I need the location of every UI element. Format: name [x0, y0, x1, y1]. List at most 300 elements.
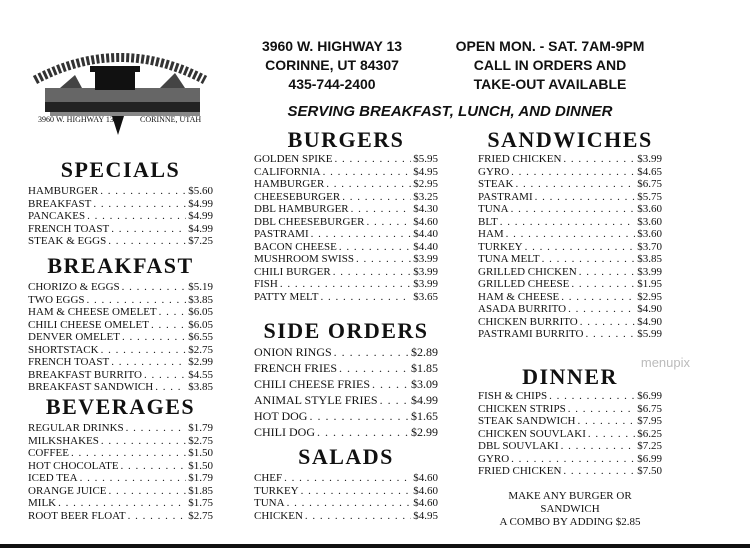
menu-item-name: STEAK SANDWICH — [478, 415, 576, 427]
menu-item-price: $1.75 — [188, 497, 213, 509]
menu-item — [254, 291, 438, 304]
leader-dots — [334, 344, 409, 360]
menu-item-price: $3.09 — [411, 377, 438, 391]
menu-item-price: $3.99 — [413, 265, 438, 278]
combo-note — [478, 490, 662, 529]
leader-dots — [335, 153, 412, 166]
menu-item-price: $2.95 — [637, 290, 662, 303]
menu-item-name: HAM & CHEESE OMELET — [28, 306, 157, 318]
leader-dots — [311, 228, 412, 241]
menu-item-name: TUNA — [478, 203, 509, 215]
menu-item-price: $4.99 — [411, 393, 438, 407]
menu-item-price: $1.79 — [188, 422, 213, 434]
menu-item-price: $3.70 — [637, 240, 662, 253]
menu-item-name: HOT DOG — [254, 409, 308, 423]
menu-item-name: CHILI BURGER — [254, 265, 331, 278]
salads-title: SALADS — [298, 444, 394, 469]
logo-city-text: CORINNE, UTAH — [140, 115, 202, 124]
leader-dots — [561, 440, 636, 453]
menu-item — [478, 303, 662, 316]
menu-item-name: DENVER OMELET — [28, 331, 120, 343]
menu-item-name: HAMBURGER — [254, 178, 325, 190]
leader-dots — [80, 472, 187, 485]
menu-item-name: CHEESEBURGER — [254, 190, 341, 203]
menu-item-price: $3.60 — [637, 203, 662, 215]
menu-item-name: FRENCH TOAST — [28, 222, 110, 235]
menu-item — [254, 241, 438, 254]
menu-item-price: $2.75 — [188, 434, 213, 447]
leader-dots — [287, 497, 412, 510]
tagline: SERVING BREAKFAST, LUNCH, AND DINNER — [287, 103, 613, 120]
menu-item — [478, 390, 662, 403]
menu-item-price: $6.75 — [637, 178, 662, 190]
leader-dots — [333, 266, 412, 279]
menu-item — [28, 460, 213, 473]
menu-item-price: $4.60 — [413, 484, 438, 497]
menu-item-name: CHICKEN BURRITO — [478, 315, 578, 328]
beverages-list — [28, 422, 213, 522]
breakfast-list — [28, 281, 213, 394]
leader-dots — [525, 241, 636, 254]
menu-item — [28, 185, 213, 198]
menu-item-name: STEAK & EGGS — [28, 235, 107, 247]
leader-dots — [342, 191, 411, 204]
watermark-text: menupix — [640, 355, 690, 370]
leader-dots — [317, 424, 409, 440]
menu-item-name: DBL SOUVLAKI — [478, 440, 559, 452]
leader-dots — [568, 303, 635, 316]
menu-item — [478, 191, 662, 204]
menu-item — [478, 178, 662, 191]
leader-dots — [580, 316, 636, 329]
restaurant-logo — [20, 40, 220, 135]
menu-item-name: BREAKFAST BURRITO — [28, 368, 142, 381]
beverages-title: BEVERAGES — [45, 394, 196, 419]
leader-dots — [511, 203, 636, 216]
specials-section — [28, 157, 213, 248]
menu-item-name: ORANGE JUICE — [28, 484, 107, 497]
menu-item-name: MILK — [28, 497, 57, 509]
menu-item-price: $4.55 — [188, 368, 213, 381]
menu-item-price: $6.25 — [637, 427, 662, 440]
menu-item-name: COFFEE — [28, 447, 69, 459]
menu-item-name: CHICKEN SOUVLAKI — [478, 427, 586, 440]
menu-item — [478, 253, 662, 266]
menu-item-price: $4.30 — [413, 203, 438, 215]
leader-dots — [339, 360, 409, 376]
menu-item-name: HAM & CHEESE — [478, 290, 560, 303]
salads-list — [254, 472, 438, 522]
menu-item — [478, 316, 662, 329]
side-orders-title: SIDE ORDERS — [263, 318, 429, 343]
leader-dots — [155, 381, 186, 394]
menu-item-name: GYRO — [478, 452, 510, 465]
menu-item — [478, 241, 662, 254]
menu-item-name: BLT — [478, 215, 498, 228]
menu-item-price: $7.95 — [637, 415, 662, 427]
menu-item — [28, 422, 213, 435]
sandwiches-list — [478, 153, 662, 341]
leader-dots — [101, 435, 186, 448]
menu-item-price: $5.60 — [188, 185, 213, 197]
menu-item-name: CHILI CHEESE OMELET — [28, 318, 149, 331]
leader-dots — [579, 266, 636, 279]
menu-item — [478, 203, 662, 216]
menu-item — [254, 472, 438, 485]
menu-item-name: PASTRAMI BURRITO — [478, 328, 584, 340]
burgers-title: BURGERS — [287, 127, 405, 152]
menu-item — [254, 510, 438, 523]
leader-dots — [577, 415, 635, 428]
menu-item — [254, 360, 438, 376]
hours-text: OPEN MON. - SAT. 7AM-9PM — [455, 38, 645, 54]
menu-item — [478, 415, 662, 428]
leader-dots — [87, 294, 187, 307]
burgers-list — [254, 153, 438, 303]
menu-item-name: CHILI CHEESE FRIES — [254, 377, 371, 391]
menu-item-price: $4.60 — [413, 497, 438, 509]
menu-item — [254, 203, 438, 216]
menu-item — [478, 440, 662, 453]
leader-dots — [588, 428, 635, 441]
menu-item — [478, 291, 662, 304]
breakfast-title: BREAKFAST — [47, 253, 194, 278]
menu-item — [28, 485, 213, 498]
leader-dots — [144, 369, 186, 382]
leader-dots — [323, 166, 412, 179]
address-line-1: 3960 W. HIGHWAY 13 — [261, 38, 403, 54]
menu-item-name: MUSHROOM SWISS — [254, 253, 354, 265]
combo-note-line-1: MAKE ANY BURGER OR SANDWICH — [508, 489, 632, 515]
menu-item-name: TUNA MELT — [478, 253, 540, 265]
menu-item-price: $4.65 — [637, 165, 662, 178]
menu-item-price: $6.99 — [637, 452, 662, 465]
menu-item-price: $3.99 — [637, 153, 662, 165]
burgers-section — [254, 127, 438, 303]
address-line-2: CORINNE, UT 84307 — [265, 57, 399, 73]
menu-item — [28, 472, 213, 485]
menu-item-name: FISH & CHIPS — [478, 390, 548, 402]
menu-item-name: GOLDEN SPIKE — [254, 153, 333, 165]
menu-item-price: $3.25 — [413, 190, 438, 203]
leader-dots — [108, 235, 186, 248]
menu-item-name: FRENCH TOAST — [28, 356, 110, 368]
leader-dots — [100, 185, 186, 198]
menu-item — [254, 253, 438, 266]
menu-item-price: $4.95 — [413, 165, 438, 178]
menu-item-name: HAM — [478, 228, 504, 240]
menu-item-price: $4.60 — [413, 472, 438, 484]
specials-list — [28, 185, 213, 248]
menu-item — [28, 294, 213, 307]
sandwiches-section — [478, 127, 662, 341]
menu-item — [478, 403, 662, 416]
menu-item-name: FRENCH FRIES — [254, 361, 338, 375]
leader-dots — [111, 356, 186, 369]
menu-item-price: $4.90 — [637, 315, 662, 328]
specials-title: SPECIALS — [60, 157, 181, 182]
menu-item-name: ANIMAL STYLE FRIES — [254, 393, 378, 407]
leader-dots — [367, 216, 412, 229]
menu-item — [28, 331, 213, 344]
menu-item-price: $7.25 — [188, 235, 213, 247]
leader-dots — [372, 376, 409, 392]
menu-item-name: FRIED CHICKEN — [478, 153, 562, 165]
leader-dots — [128, 510, 187, 523]
menu-item-price: $4.99 — [188, 197, 213, 210]
leader-dots — [122, 281, 187, 294]
menu-item-price: $5.95 — [413, 153, 438, 165]
leader-dots — [109, 485, 187, 498]
menu-item-price: $4.90 — [637, 303, 662, 315]
menu-item-price: $1.65 — [411, 409, 438, 423]
menu-item — [478, 266, 662, 279]
leader-dots — [515, 178, 635, 191]
dinner-list — [478, 390, 662, 478]
leader-dots — [93, 198, 186, 211]
menu-item-price: $3.60 — [637, 215, 662, 228]
leader-dots — [151, 319, 186, 332]
menu-item-price: $2.95 — [413, 178, 438, 190]
menu-item-price: $6.75 — [637, 402, 662, 415]
combo-note-line-2: A COMBO BY ADDING $2.85 — [499, 515, 641, 528]
menu-item-name: STEAK — [478, 178, 514, 190]
leader-dots — [356, 253, 411, 266]
menu-item-name: TURKEY — [478, 240, 523, 253]
menu-item-price: $3.85 — [637, 253, 662, 265]
menu-item — [478, 278, 662, 291]
menu-item — [28, 497, 213, 510]
dinner-section — [478, 364, 662, 529]
dinner-title: DINNER — [522, 364, 618, 389]
menu-item — [478, 216, 662, 229]
menu-item-price: $4.95 — [413, 509, 438, 522]
menu-item-price: $6.55 — [188, 331, 213, 343]
leader-dots — [339, 241, 411, 254]
menu-item-price: $1.79 — [188, 472, 213, 484]
menu-item-price: $4.60 — [413, 215, 438, 228]
leader-dots — [87, 210, 186, 223]
leader-dots — [500, 216, 635, 229]
menu-item — [254, 485, 438, 498]
menu-item-name: GRILLED CHICKEN — [478, 265, 577, 278]
menu-item — [28, 510, 213, 523]
menu-item-price: $7.50 — [637, 465, 662, 477]
side-orders-section — [254, 318, 438, 440]
leader-dots — [58, 497, 186, 510]
menu-item-price: $5.99 — [637, 328, 662, 340]
menu-item-name: FISH — [254, 278, 278, 290]
menu-item — [478, 465, 662, 478]
leader-dots — [511, 453, 635, 466]
menu-item-name: ICED TEA — [28, 472, 78, 484]
beverages-section — [28, 394, 213, 522]
menu-item-name: TWO EGGS — [28, 293, 85, 306]
menu-item-price: $3.65 — [413, 290, 438, 303]
menu-item — [254, 376, 438, 392]
menu-item-name: CHICKEN STRIPS — [478, 402, 566, 415]
menu-item-name: ONION RINGS — [254, 345, 332, 359]
header-hours-block — [445, 37, 655, 94]
menu-item — [254, 178, 438, 191]
menu-item-price: $1.50 — [188, 459, 213, 472]
leader-dots — [511, 166, 635, 179]
menu-item — [28, 447, 213, 460]
leader-dots — [326, 178, 411, 191]
menu-item-name: PANCAKES — [28, 210, 86, 222]
salads-section — [254, 444, 438, 522]
menu-item-price: $4.40 — [413, 228, 438, 240]
menu-item-name: CHILI DOG — [254, 425, 315, 439]
menu-item-name: BREAKFAST — [28, 197, 92, 210]
side-orders-list — [254, 344, 438, 440]
menu-item-price: $4.99 — [188, 222, 213, 235]
menu-item-price: $3.99 — [413, 278, 438, 290]
menu-item-price: $3.85 — [188, 381, 213, 393]
leader-dots — [585, 328, 635, 341]
menu-item-name: CHORIZO & EGGS — [28, 281, 120, 293]
leader-dots — [71, 447, 186, 460]
menu-item — [478, 228, 662, 241]
leader-dots — [535, 191, 636, 204]
menu-item-name: DBL CHEESEBURGER — [254, 215, 365, 228]
leader-dots — [111, 223, 186, 236]
leader-dots — [101, 344, 187, 357]
leader-dots — [321, 291, 412, 304]
menu-item — [478, 166, 662, 179]
menu-item-price: $6.05 — [188, 306, 213, 318]
menu-item — [254, 228, 438, 241]
menu-item-price: $3.60 — [637, 228, 662, 240]
menu-item — [28, 381, 213, 394]
leader-dots — [563, 465, 635, 478]
menu-item-name: BACON CHEESE — [254, 240, 337, 253]
leader-dots — [506, 228, 636, 241]
menu-item — [254, 153, 438, 166]
menu-item-name: PATTY MELT — [254, 290, 319, 303]
phone-number: 435-744-2400 — [288, 76, 376, 92]
leader-dots — [159, 306, 187, 319]
menu-item-price: $3.99 — [637, 265, 662, 278]
callin-line-1: CALL IN ORDERS AND — [473, 57, 627, 73]
menu-item-price: $1.85 — [411, 361, 438, 375]
menu-item — [28, 369, 213, 382]
menu-item-price: $3.85 — [188, 293, 213, 306]
menu-item — [28, 210, 213, 223]
header-address-block — [238, 37, 426, 94]
menu-item — [254, 424, 438, 440]
menu-item-name: HOT CHOCOLATE — [28, 459, 119, 472]
sandwiches-title: SANDWICHES — [487, 127, 653, 152]
leader-dots — [280, 278, 411, 291]
menu-item — [28, 344, 213, 357]
menu-item-name: CHEF — [254, 472, 283, 484]
menu-item — [28, 435, 213, 448]
logo-address-text: 3960 W. HIGHWAY 13 — [38, 115, 114, 124]
menu-item-price: $1.85 — [188, 484, 213, 497]
menu-item-price: $3.99 — [413, 253, 438, 265]
menu-item-name: SHORTSTACK — [28, 343, 99, 356]
leader-dots — [549, 390, 635, 403]
menu-item — [254, 191, 438, 204]
menu-item-name: HAMBURGER — [28, 185, 99, 197]
menu-item-price: $6.05 — [188, 318, 213, 331]
callin-line-2: TAKE-OUT AVAILABLE — [473, 76, 627, 92]
leader-dots — [284, 472, 411, 485]
menu-item-name: FRIED CHICKEN — [478, 465, 562, 477]
leader-dots — [568, 403, 636, 416]
menu-item-price: $4.40 — [413, 240, 438, 253]
menu-item-name: DBL HAMBURGER — [254, 203, 349, 215]
menu-item-price: $2.75 — [188, 343, 213, 356]
menu-item-name: ROOT BEER FLOAT — [28, 509, 126, 522]
menu-item-name: PASTRAMI — [478, 190, 533, 203]
menu-item — [478, 453, 662, 466]
leader-dots — [351, 203, 412, 216]
menu-item-name: CHICKEN — [254, 509, 303, 522]
menu-item — [478, 328, 662, 341]
menu-item-name: TUNA — [254, 497, 285, 509]
menu-item-name: REGULAR DRINKS — [28, 422, 124, 434]
menu-item-price: $5.75 — [637, 190, 662, 203]
leader-dots — [126, 422, 187, 435]
menu-item — [254, 344, 438, 360]
menu-item — [28, 281, 213, 294]
leader-dots — [121, 460, 187, 473]
menu-item — [28, 306, 213, 319]
menu-item — [28, 198, 213, 211]
menu-item — [254, 166, 438, 179]
menu-item — [254, 278, 438, 291]
menu-item-name: GRILLED CHEESE — [478, 278, 570, 290]
menu-item-price: $2.99 — [188, 356, 213, 368]
leader-dots — [571, 278, 635, 291]
menu-item — [254, 497, 438, 510]
menu-item — [28, 223, 213, 236]
leader-dots — [380, 392, 409, 408]
menu-item — [478, 153, 662, 166]
menu-item — [28, 356, 213, 369]
menu-item-price: $2.89 — [411, 345, 438, 359]
menu-item-name: CALIFORNIA — [254, 165, 321, 178]
leader-dots — [542, 253, 636, 266]
menu-item-price: $1.50 — [188, 447, 213, 459]
menu-item-name: TURKEY — [254, 484, 299, 497]
menu-item-price: $6.99 — [637, 390, 662, 402]
menu-item-name: MILKSHAKES — [28, 434, 99, 447]
menu-item — [254, 216, 438, 229]
leader-dots — [122, 331, 186, 344]
menu-item-name: ASADA BURRITO — [478, 303, 567, 315]
menu-item-name: PASTRAMI — [254, 228, 309, 240]
menu-item-price: $2.99 — [411, 425, 438, 439]
menu-item-price: $2.75 — [188, 509, 213, 522]
menu-item — [254, 266, 438, 279]
leader-dots — [305, 510, 411, 523]
menu-item — [254, 408, 438, 424]
menu-item-name: GYRO — [478, 165, 510, 178]
leader-dots — [309, 408, 409, 424]
menu-item-price: $5.19 — [188, 281, 213, 293]
leader-dots — [561, 291, 635, 304]
menu-item — [254, 392, 438, 408]
menu-item — [28, 319, 213, 332]
breakfast-section — [28, 253, 213, 394]
bottom-border — [0, 544, 750, 548]
menu-item-price: $1.95 — [637, 278, 662, 290]
menu-item-price: $4.99 — [188, 210, 213, 222]
menu-item — [28, 235, 213, 248]
